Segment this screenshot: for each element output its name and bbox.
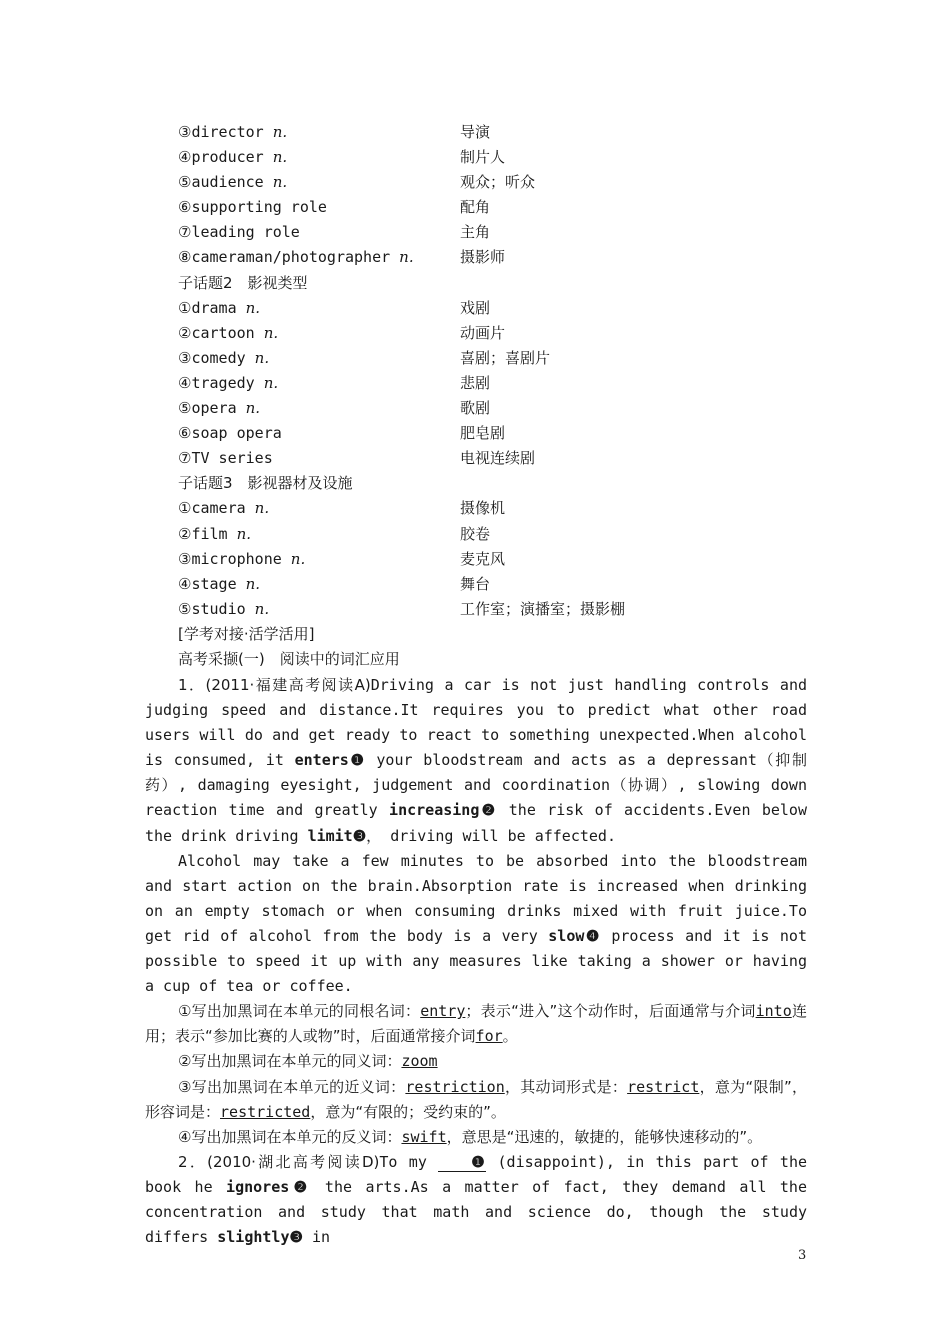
answer-word: restricted: [220, 1102, 311, 1121]
vocab-term: ②film n.: [178, 524, 252, 543]
vocab-term: ③microphone n.: [178, 549, 306, 568]
vocab-meaning: 制片人: [460, 148, 506, 167]
vocab-row: [178, 195, 798, 220]
vocab-row: [178, 496, 798, 521]
note-4: ④写出加黑词在本单元的反义词：swift，意思是“迅速的，敏捷的，能够快速移动的”。: [178, 1127, 763, 1146]
page-number: 3: [798, 1248, 807, 1263]
vocab-row: [178, 547, 798, 572]
bold-word: limit❸: [307, 826, 367, 845]
part-of-speech: n.: [245, 399, 261, 418]
vocab-row: [178, 145, 798, 170]
vocab-row: [178, 522, 798, 547]
part-of-speech: n.: [254, 599, 270, 618]
question-1-paragraph-2: Alcohol may take a few minutes to be absorbed into the bloodstream and start action on the brain.Absorption rate is increased when drinking on an empty stomach or when consuming drinks mixed with fruit juice.To get rid of alcohol from the body is a very slow❹ process and it is not possible to speed it up with any measures like taking a shower or having a cup of tea or coffee.: [145, 851, 807, 996]
part-of-speech: n.: [245, 298, 261, 317]
vocab-row: [178, 446, 798, 471]
vocab-term: ⑦TV series: [178, 449, 273, 468]
note-1: ①写出加黑词在本单元的同根名词：entry；表示“进入”这个动作时，后面通常与介词into连用；表示“参加比赛的人或物”时，后面通常接介词for。: [145, 1002, 807, 1046]
vocab-term: ⑥soap opera: [178, 424, 282, 443]
bold-word: slow❹: [548, 926, 601, 945]
part-of-speech: n.: [254, 499, 270, 518]
vocab-term: ②cartoon n.: [178, 323, 279, 342]
part-of-speech: n.: [263, 323, 279, 342]
subtopic-heading: 子话题3 影视器材及设施: [178, 474, 353, 493]
vocab-row: [178, 245, 798, 270]
section-heading: [学考对接·活学活用]: [178, 624, 315, 643]
answer-word: into: [755, 1002, 792, 1021]
vocab-row: [178, 371, 798, 396]
vocab-row: [178, 572, 798, 597]
bold-word: increasing❷: [389, 801, 498, 820]
vocab-term: ⑤studio n.: [178, 599, 270, 618]
vocab-meaning: 喜剧；喜剧片: [460, 348, 551, 367]
vocab-term: ④stage n.: [178, 574, 261, 593]
vocab-row: [178, 120, 798, 145]
vocab-row: [178, 421, 798, 446]
vocab-term: ③comedy n.: [178, 348, 270, 367]
vocab-meaning: 麦克风: [460, 549, 506, 568]
vocab-meaning: 工作室；演播室；摄影棚: [460, 599, 626, 618]
vocab-meaning: 摄像机: [460, 499, 506, 518]
vocab-term: ⑤opera n.: [178, 399, 261, 418]
vocab-term: ⑤audience n.: [178, 173, 288, 192]
vocab-meaning: 主角: [460, 223, 491, 242]
vocab-meaning: 肥皂剧: [460, 424, 506, 443]
vocab-meaning: 观众；听众: [460, 173, 536, 192]
vocab-row: [178, 321, 798, 346]
part-of-speech: n.: [272, 148, 288, 167]
note-3: ③写出加黑词在本单元的近义词：restriction，其动词形式是：restrict，意为“限制”，形容词是：restricted，意为“有限的；受约束的”。: [145, 1077, 807, 1121]
vocab-term: ④tragedy n.: [178, 373, 279, 392]
bold-word: slightly❸: [217, 1228, 303, 1247]
part-of-speech: n.: [245, 574, 261, 593]
vocab-term: ⑧cameraman/photographer n.: [178, 248, 414, 267]
vocab-term: ①drama n.: [178, 298, 261, 317]
part-of-speech: n.: [236, 524, 252, 543]
vocab-meaning: 导演: [460, 123, 491, 141]
subsection-heading: 高考采撷(一) 阅读中的词汇应用: [178, 649, 400, 668]
vocab-term: ③director n.: [178, 123, 288, 141]
vocab-meaning: 戏剧: [460, 298, 491, 317]
subtopic-heading: 子话题2 影视类型: [178, 273, 308, 292]
note-2: ②写出加黑词在本单元的同义词：zoom: [178, 1052, 438, 1071]
vocabulary-list: [178, 120, 798, 672]
part-of-speech: n.: [290, 549, 306, 568]
answer-word: restrict: [627, 1077, 700, 1096]
vocab-row: [178, 220, 798, 245]
vocab-term: ④producer n.: [178, 148, 288, 167]
vocab-term: ⑦leading role: [178, 223, 300, 242]
vocab-meaning: 电视连续剧: [460, 449, 536, 468]
vocab-row: [178, 296, 798, 321]
answer-word: entry: [420, 1002, 466, 1021]
question-source: 2．(2010·湖北高考阅读D): [178, 1152, 380, 1171]
answer-word: swift: [401, 1127, 447, 1146]
vocab-term: ⑥supporting role: [178, 198, 327, 217]
vocab-row: [178, 396, 798, 421]
reading-section: [145, 673, 807, 1250]
vocab-meaning: 歌剧: [460, 399, 491, 418]
answer-word: for: [475, 1027, 503, 1046]
question-1-paragraph-1: 1．(2011·福建高考阅读A)Driving a car is not just handling controls and judging speed and distance.It requires you to predict what other road users will do and get ready to react to something unexpected.When alcohol is consumed, it enters❶ your bloodstream and acts as a depressant（抑制药）, damaging eyesight, judgement and coordination（协调）, slowing down reaction time and greatly increasing❷ the risk of accidents.Even below the drink driving limit❸， driving will be affected.: [145, 676, 808, 845]
part-of-speech: n.: [263, 373, 279, 392]
bold-word: ignores❷: [226, 1177, 312, 1196]
bold-word: enters❶: [294, 751, 366, 770]
part-of-speech: n.: [399, 248, 414, 267]
question-source: 1．(2011·福建高考阅读A): [178, 676, 371, 694]
question-2-paragraph: 2．(2010·湖北高考阅读D)To my ❶ (disappoint), in this part of the book he ignores❷ the arts.As a matter of fact, they demand all the concentration and study that math and science do, though the study differs slightly❸ in: [145, 1152, 808, 1247]
vocab-meaning: 摄影师: [460, 248, 506, 267]
vocab-meaning: 胶卷: [460, 524, 491, 543]
answer-blank[interactable]: ❶: [438, 1153, 486, 1172]
vocab-term: ①camera n.: [178, 499, 270, 518]
vocab-meaning: 悲剧: [460, 373, 491, 392]
vocab-meaning: 舞台: [460, 574, 491, 593]
vocab-meaning: 配角: [460, 198, 491, 217]
vocab-row: [178, 346, 798, 371]
answer-word: zoom: [401, 1052, 438, 1071]
vocab-row: [178, 597, 798, 622]
vocab-meaning: 动画片: [460, 323, 506, 342]
answer-word: restriction: [405, 1077, 505, 1096]
vocab-row: [178, 170, 798, 195]
part-of-speech: n.: [272, 173, 288, 192]
part-of-speech: n.: [272, 123, 288, 141]
part-of-speech: n.: [254, 348, 270, 367]
